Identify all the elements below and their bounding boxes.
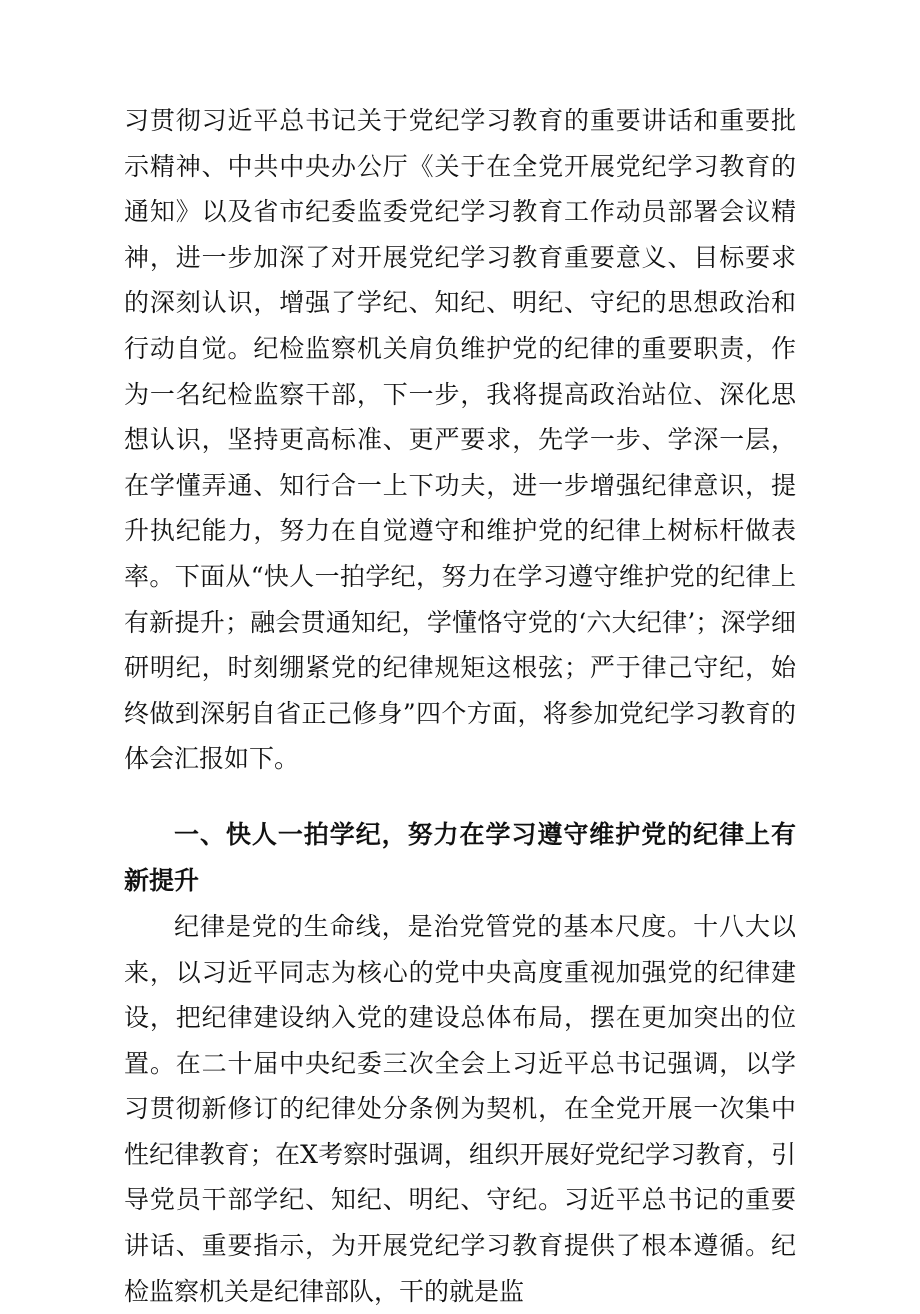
body-paragraph-2: 纪律是党的生命线，是治党管党的基本尺度。十八大以来，以习近平同志为核心的党中央高度重视加强党的纪律建设，把纪律建设纳入党的建设总体布局，摆在更加突出的位置。在二十届中央纪委三次全会上习近平总书记强调，以学习贯彻新修订的纪律处分条例为契机，在全党开展一次集中性纪律教育；在X考察时强调，组织开展好党纪学习教育，引导党员干部学纪、知纪、明纪、守纪。习近平总书记的重要讲话、重要指示，为开展党纪学习教育提供了根本遵循。纪检监察机关是纪律部队，干的就是监 bbox=[124, 911, 796, 1306]
body-paragraph-1: 习贯彻习近平总书记关于党纪学习教育的重要讲话和重要批示精神、中共中央办公厅《关于在全党开展党纪学习教育的通知》以及省市纪委监委党纪学习教育工作动员部署会议精神，进一步加深了对开展党纪学习教育重要意义、目标要求的深刻认识，增强了学纪、知纪、明纪、守纪的思想政治和行动自觉。纪检监察机关肩负维护党的纪律的重要职责，作为一名纪检监察干部，下一步，我将提高政治站位、深化思想认识，坚持更高标准、更严要求，先学一步、学深一层，在学懂弄通、知行合一上下功夫，进一步增强纪律意识，提升执纪能力，努力在自觉遵守和维护党的纪律上树标杆做表率。下面从“快人一拍学纪，努力在学习遵守维护党的纪律上有新提升；融会贯通知纪，学懂恪守党的‘六大纪律’；深学细研明纪，时刻绷紧党的纪律规矩这根弦；严于律己守纪，始终做到深躬自省正己修身”四个方面，将参加党纪学习教育的体会汇报如下。 bbox=[124, 106, 796, 774]
section-heading-1: 一、快人一拍学纪，努力在学习遵守维护党的纪律上有新提升 bbox=[124, 819, 796, 895]
document-page bbox=[124, 98, 796, 1314]
